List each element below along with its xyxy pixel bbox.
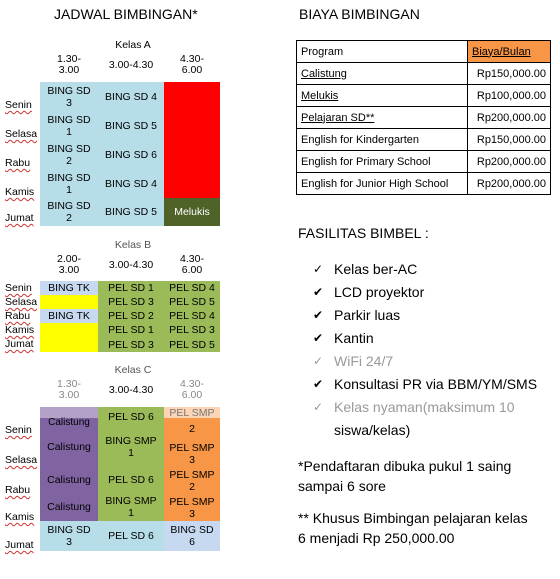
kelas-b-cell [40, 295, 98, 309]
kelas-c-time-1: 1.30- 3.00 [57, 378, 81, 401]
kelas-a-cell: BING SD 2 [40, 140, 98, 169]
day-rabu-c: Rabu [5, 484, 31, 496]
fasilitas-title: FASILITAS BIMBEL : [298, 225, 429, 241]
facility-item [313, 307, 400, 323]
program-price: Rp200,000.00 [468, 151, 551, 173]
check-icon: ✔ [313, 308, 324, 322]
day-senin-c: Senin [5, 424, 32, 436]
kelas-a-time-1: 1.30- 3.00 [57, 53, 81, 76]
day-selasa-a: Selasa [5, 128, 38, 140]
facility-item [313, 353, 393, 369]
kelas-c-label: Kelas C [114, 364, 152, 376]
check-icon: ✔ [313, 285, 324, 299]
table-header-row [297, 41, 551, 63]
day-rabu-a: Rabu [5, 157, 31, 169]
facility-item [313, 376, 537, 392]
check-icon: ✔ [313, 331, 324, 345]
facility-label: Kelas nyaman(maksimum 10 [334, 399, 515, 415]
kelas-c-cell: BING SD 3 [40, 521, 98, 551]
note-khusus-1: ** Khusus Bimbingan pelajaran kelas [298, 510, 528, 526]
check-icon: ✓ [313, 354, 324, 368]
kelas-b-cell: PEL SD 4 [164, 309, 220, 323]
facility-label-cont: siswa/kelas) [334, 422, 411, 438]
kelas-c-cell: PEL SMP [164, 407, 220, 418]
kelas-a-label: Kelas A [115, 39, 151, 51]
kelas-c-cell: BING SMP 1 [98, 493, 164, 521]
facility-item [313, 284, 424, 300]
facility-label: Kantin [334, 330, 374, 346]
facility-label: WiFi 24/7 [334, 353, 394, 369]
facility-item [313, 330, 374, 346]
day-senin-b: Senin [5, 282, 32, 294]
kelas-a-time-2: 3.00-4.30 [108, 59, 154, 71]
kelas-b-time-2: 3.00-4.30 [108, 259, 154, 271]
check-icon: ✓ [313, 400, 324, 414]
kelas-b-cell: PEL SD 3 [98, 295, 164, 309]
day-senin-a: Senin [5, 99, 32, 111]
check-icon: ✔ [313, 377, 324, 391]
kelas-b-cell: PEL SD 1 [98, 281, 164, 295]
note-pendaftaran-2: sampai 6 sore [298, 478, 386, 494]
kelas-c-time-2: 3.00-4.30 [108, 384, 154, 396]
kelas-a-cell: BING SD 4 [98, 82, 164, 111]
kelas-b-cell: PEL SD 3 [164, 323, 220, 337]
price-table [296, 40, 551, 195]
kelas-b-cell [40, 323, 98, 352]
jadwal-title: JADWAL BIMBINGAN* [54, 6, 198, 22]
day-kamis-c: Kamis [5, 511, 35, 523]
kelas-c-cell: Calistung [40, 493, 98, 521]
table-row [297, 151, 551, 173]
program-name: English for Kindergarten [297, 129, 468, 151]
kelas-a-cell: BING SD 5 [98, 111, 164, 140]
kelas-c-cell: PEL SMP 3 [164, 494, 220, 521]
kelas-b-time-3: 4.30- 6.00 [180, 253, 204, 276]
program-price: Rp100,000.00 [468, 85, 551, 107]
biaya-title: BIAYA BIMBINGAN [299, 6, 420, 22]
kelas-c-cell: Calistung [40, 418, 98, 427]
kelas-b-cell: BING TK [40, 281, 98, 295]
facility-label: Parkir luas [334, 307, 401, 323]
kelas-b-label: Kelas B [114, 239, 152, 251]
kelas-c-cell: BING SMP 1 [98, 427, 164, 466]
program-name: English for Primary School [297, 151, 468, 173]
note-pendaftaran-1: *Pendaftaran dibuka pukul 1 saing [298, 458, 512, 474]
table-row [297, 173, 551, 195]
note-khusus-2: 6 menjadi Rp 250,000.00 [298, 530, 455, 546]
kelas-a-cell: BING SD 1 [40, 169, 98, 198]
day-kamis-b: Kamis [5, 324, 35, 336]
kelas-a-melukis: Melukis [164, 198, 220, 226]
day-kamis-a: Kamis [5, 186, 35, 198]
program-name: Calistung [297, 63, 468, 85]
program-name: English for Junior High School [297, 173, 468, 195]
table-row [297, 63, 551, 85]
kelas-b-time-1: 2.00- 3.00 [57, 253, 81, 276]
kelas-c-cell: PEL SD 6 [98, 407, 164, 427]
kelas-c-cell: PEL SD 6 [98, 466, 164, 493]
facility-label: Konsultasi PR via BBM/YM/SMS [334, 376, 538, 392]
kelas-c-time-3: 4.30- 6.00 [180, 378, 204, 401]
kelas-b-cell: PEL SD 5 [164, 295, 220, 309]
day-rabu-b: Rabu [5, 310, 31, 322]
kelas-a-cell: BING SD 5 [98, 198, 164, 226]
day-selasa-c: Selasa [5, 454, 38, 466]
kelas-a-red-block [164, 82, 220, 198]
kelas-c-cell: BING SD 6 [164, 521, 220, 551]
day-jumat-c: Jumat [5, 539, 34, 551]
table-row [297, 129, 551, 151]
check-icon: ✓ [313, 262, 324, 276]
kelas-a-cell: BING SD 4 [98, 169, 164, 198]
kelas-a-cell: BING SD 1 [40, 111, 98, 140]
kelas-a-time-3: 4.30- 6.00 [180, 53, 204, 76]
program-name: Pelajaran SD** [297, 107, 468, 129]
day-jumat-b: Jumat [5, 338, 34, 350]
kelas-b-cell: BING TK [40, 309, 98, 323]
table-row [297, 107, 551, 129]
program-price: Rp150,000.00 [468, 129, 551, 151]
kelas-a-cell: BING SD 3 [40, 82, 98, 111]
table-row [297, 85, 551, 107]
program-price: Rp150,000.00 [468, 63, 551, 85]
day-jumat-a: Jumat [5, 212, 34, 224]
program-price: Rp200,000.00 [468, 107, 551, 129]
kelas-c-cell: PEL SMP 2 [164, 468, 220, 494]
kelas-c-cell: PEL SD 6 [98, 521, 164, 551]
kelas-a-cell: BING SD 2 [40, 198, 98, 226]
kelas-c-cell: Calistung [40, 466, 98, 493]
day-selasa-b: Selasa [5, 296, 38, 308]
kelas-c-cell: PEL SMP 3 [164, 440, 220, 468]
facility-label: LCD proyektor [334, 284, 425, 300]
kelas-b-cell: PEL SD 1 [98, 323, 164, 337]
facility-label: Kelas ber-AC [334, 261, 418, 277]
kelas-b-cell: PEL SD 4 [164, 281, 220, 295]
program-price: Rp200,000.00 [468, 173, 551, 195]
kelas-a-cell: BING SD 6 [98, 140, 164, 169]
program-name: Melukis [297, 85, 468, 107]
kelas-b-cell: PEL SD 3 [98, 337, 164, 352]
header-biaya: Biaya/Bulan [468, 41, 551, 63]
header-program: Program [297, 41, 468, 63]
facility-item [313, 399, 515, 415]
kelas-b-cell: PEL SD 2 [98, 309, 164, 323]
facility-item [313, 261, 417, 277]
kelas-c-cell: Calistung [40, 427, 98, 466]
kelas-c-cell: 2 [164, 418, 220, 440]
kelas-b-cell: PEL SD 5 [164, 337, 220, 352]
